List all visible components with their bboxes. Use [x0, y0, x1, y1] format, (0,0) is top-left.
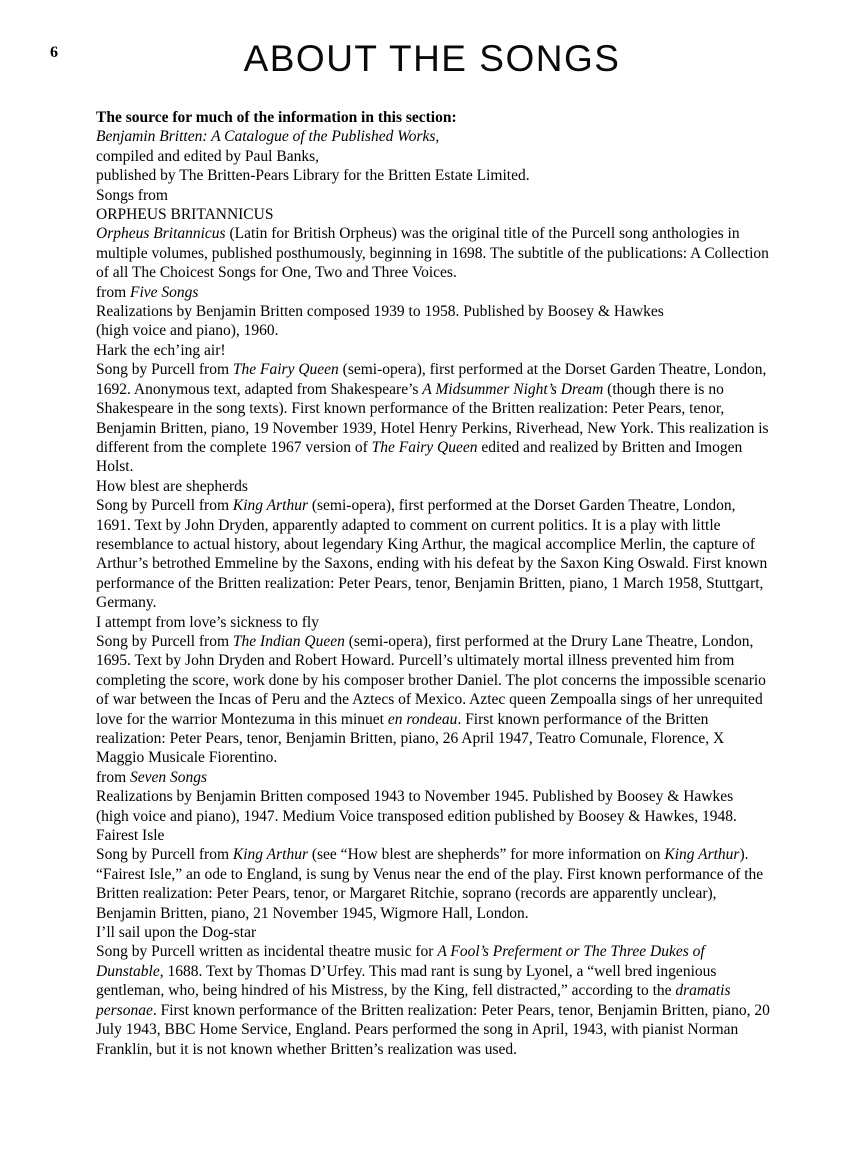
- text-run: How blest are shepherds: [96, 477, 248, 495]
- text-run: The Indian Queen: [232, 632, 345, 650]
- text-run: ). “Fairest Isle,” an ode to England, is sung by Venus near the end of the play. First known performance of the Britten realization: Peter Pears, tenor, or Margaret Ritchie, soprano (records are apparently unclear), Benjamin Britten, piano, 21 November 1945, Wigmore Hall, London.: [96, 846, 764, 922]
- text-run: Seven Songs: [130, 768, 208, 786]
- section-heading-orpheus-britannicus: [96, 205, 770, 224]
- text-run: Song by Purcell from: [96, 846, 233, 864]
- text-run: King Arthur: [232, 846, 308, 864]
- text-run: (see “How blest are shepherds” for more information on: [307, 846, 665, 864]
- song-heading-how-blest-are-shepherds: [96, 477, 770, 496]
- text-run: (Latin for British Orpheus) was the original title of the Purcell song anthologies in multiple volumes, published posthumously, beginning in 1698. The subtitle of the publications: A Collection of all The Choicest Songs for One, Two and Three Voices.: [96, 225, 769, 282]
- text-run: ORPHEUS BRITANNICUS: [96, 206, 274, 224]
- text-run: King Arthur: [664, 846, 740, 864]
- text-run: Songs from: [96, 186, 168, 204]
- text-run: The source for much of the information in this section:: [96, 109, 457, 126]
- text-run: . First known performance of the Britten realization: Peter Pears, tenor, Benjamin Britten, piano, 20 July 1943, BBC Home Service, England. Pears performed the song in April, 1943, with pianist Norman Franklin, but it is not known whether Britten’s realization was used.: [96, 1001, 770, 1058]
- text-run: dramatis personae: [96, 982, 731, 1019]
- source-note: [96, 108, 770, 186]
- paragraph-how-blest-are-shepherds: [96, 496, 770, 612]
- text-run: Song by Purcell from: [96, 361, 233, 379]
- song-heading-i-attempt-from-loves-sickness: [96, 613, 770, 632]
- text-run: published by The Britten-Pears Library for the Britten Estate Limited.: [96, 167, 530, 185]
- text-run: The Fairy Queen: [232, 361, 339, 379]
- page-content: [96, 108, 770, 1059]
- page-title: ABOUT THE SONGS: [243, 38, 621, 79]
- text-run: (high voice and piano), 1947. Medium Voice transposed edition published by Boosey & Hawkes, 1948.: [96, 807, 737, 825]
- text-run: (semi-opera), first performed at the Dorset Garden Theatre, London, 1691. Text by John Dryden, apparently adapted to comment on current politics. It is a play with little resemblance to actual history, about legendary King Arthur, the magical accomplice Merlin, the capture of Arthur’s betrothed Emmeline by the Saxons, ending with his defeat by the Saxon King Oswald. First known performance of the Britten realization: Peter Pears, tenor, Benjamin Britten, piano, 1 March 1958, Stuttgart, Germany.: [96, 497, 768, 612]
- section-heading-songs-from: [96, 186, 770, 205]
- text-run: Benjamin Britten: A Catalogue of the Published Works,: [96, 128, 440, 146]
- paragraph-i-attempt-from-loves-sickness: [96, 632, 770, 768]
- song-heading-fairest-isle: [96, 826, 770, 845]
- paragraph-ill-sail-upon-the-dog-star: [96, 942, 770, 1058]
- text-run: Five Songs: [130, 283, 199, 301]
- text-run: King Arthur: [232, 497, 308, 515]
- text-run: (semi-opera), first performed at the Drury Lane Theatre, London, 1695. Text by John Dryden and Robert Howard. Purcell’s ultimately mortal illness prevented him from completing the score, work done by his composer brother Daniel. The plot concerns the impossible scenario of war between the Incas of Peru and the Aztecs of Mexico. Aztec queen Zempoalla sings of her unrequited love for the warrior Montezuma in this minuet: [96, 632, 766, 728]
- group-heading-seven-songs: [96, 768, 770, 787]
- text-run: compiled and edited by Paul Banks,: [96, 147, 319, 165]
- text-run: , 1688. Text by Thomas D’Urfey. This mad rant is sung by Lyonel, a “well bred ingenious gentleman, who, being hindred of his Mistress, by the King, fell distracted,” according to the: [96, 962, 717, 1000]
- page-number: 6: [50, 44, 58, 61]
- text-run: (high voice and piano), 1960.: [96, 322, 279, 340]
- text-run: I attempt from love’s sickness to fly: [96, 613, 319, 631]
- text-run: edited and realized by Britten and Imogen Holst.: [96, 438, 743, 476]
- paragraph-orpheus-intro: [96, 224, 770, 282]
- text-run: The Fairy Queen: [371, 438, 478, 456]
- text-run: A Fool’s Preferment or The Three Dukes of Dunstable: [96, 943, 705, 980]
- text-run: I’ll sail upon the Dog-star: [96, 924, 257, 942]
- text-run: Song by Purcell from: [96, 497, 233, 515]
- text-run: Realizations by Benjamin Britten composed 1943 to November 1945. Published by Boosey & Hawkes: [96, 788, 734, 806]
- group-heading-five-songs: [96, 283, 770, 302]
- text-run: en rondeau: [387, 710, 458, 728]
- paragraph-hark-the-eching-air: [96, 360, 770, 476]
- text-run: Hark the ech’ing air!: [96, 341, 226, 359]
- text-run: from: [96, 768, 131, 786]
- song-heading-hark-the-eching-air: [96, 341, 770, 360]
- paragraph-fairest-isle: [96, 845, 770, 923]
- text-run: (though there is no Shakespeare in the song texts). First known performance of the Britten realization: Peter Pears, tenor, Benjamin Britten, piano, 19 November 1939, Hotel Henry Perkins, Riverhead, New York. This realization is different from the complete 1967 version of: [96, 380, 769, 456]
- song-heading-ill-sail-upon-the-dog-star: [96, 923, 770, 942]
- text-run: A Midsummer Night’s Dream: [422, 380, 604, 398]
- text-run: Realizations by Benjamin Britten composed 1939 to 1958. Published by Boosey & Hawkes: [96, 303, 664, 321]
- paragraph-seven-songs-info: [96, 787, 770, 826]
- text-run: from: [96, 283, 131, 301]
- text-run: Song by Purcell written as incidental theatre music for: [96, 943, 438, 961]
- text-run: Orpheus Britannicus: [96, 225, 226, 243]
- text-run: Song by Purcell from: [96, 632, 233, 650]
- paragraph-five-songs-info: [96, 302, 770, 341]
- text-run: Fairest Isle: [96, 827, 165, 845]
- text-run: . First known performance of the Britten realization: Peter Pears, tenor, Benjamin Britten, piano, 26 April 1947, Teatro Comunale, Florence, X Maggio Musicale Fiorentino.: [96, 710, 725, 767]
- text-run: (semi-opera), first performed at the Dorset Garden Theatre, London, 1692. Anonymous text, adapted from Shakespeare’s: [96, 361, 767, 398]
